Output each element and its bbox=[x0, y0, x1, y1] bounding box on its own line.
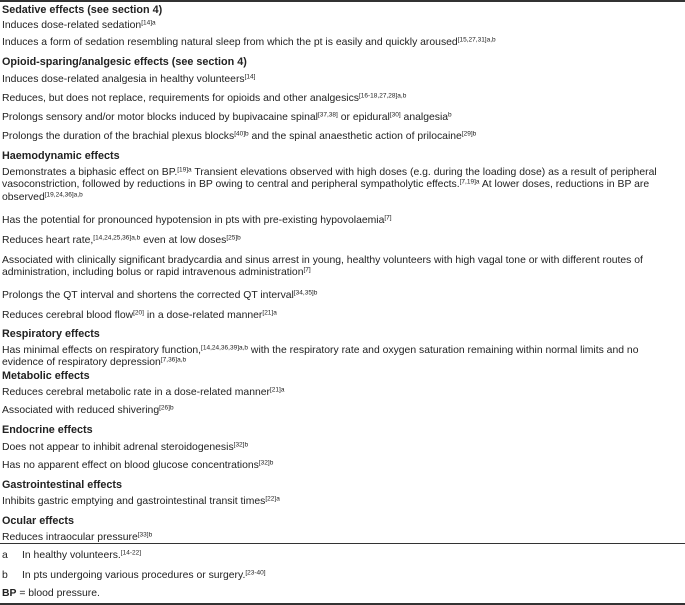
table-row bbox=[2, 235, 679, 247]
abbrev-def: = blood pressure. bbox=[16, 588, 100, 599]
footnote bbox=[2, 570, 679, 582]
table-row bbox=[2, 460, 679, 472]
citation-ref: [26]b bbox=[159, 404, 174, 412]
citation-ref: [25]b bbox=[226, 234, 241, 242]
text-run: Prolongs the duration of the brachial plexus blocks bbox=[2, 131, 235, 142]
text-run: Reduces intraocular pressure bbox=[2, 532, 138, 543]
table-row bbox=[2, 255, 679, 280]
section-heading: Metabolic effects bbox=[2, 370, 90, 382]
citation-ref: [14-22] bbox=[120, 549, 142, 557]
citation-ref: [7,19]a bbox=[459, 178, 480, 186]
bottom-rule bbox=[0, 603, 685, 605]
text-run: or epidural bbox=[337, 112, 390, 123]
text-run: Associated with reduced shivering bbox=[2, 405, 160, 416]
text-run: Induces a form of sedation resembling natural sleep from which the pt is easily and quickly aroused bbox=[2, 37, 458, 48]
table-row bbox=[2, 310, 679, 322]
text-run: In healthy volunteers. bbox=[22, 550, 121, 561]
citation-ref: [16-18,27,28]a,b bbox=[358, 92, 407, 100]
citation-ref: [20] bbox=[133, 309, 144, 317]
citation-ref: [14] bbox=[244, 73, 256, 81]
text-run: Has minimal effects on respiratory function, bbox=[2, 345, 202, 356]
citation-ref: [14]a bbox=[141, 19, 156, 27]
text-run: in a dose-related manner bbox=[143, 310, 263, 321]
table-row bbox=[2, 496, 679, 508]
citation-ref: [32]b bbox=[258, 459, 274, 467]
abbrev-term: BP bbox=[2, 588, 17, 599]
table-row bbox=[2, 442, 679, 454]
citation-ref: [23-40] bbox=[245, 569, 266, 577]
text-run: In pts undergoing various procedures or surgery. bbox=[22, 570, 246, 581]
text-run: Induces dose-related analgesia in healthy volunteers bbox=[2, 74, 245, 85]
table-row bbox=[2, 37, 679, 49]
citation-ref: [40]b bbox=[234, 130, 249, 138]
footnote-label: b bbox=[2, 570, 8, 581]
text-run: with the respiratory rate and oxygen saturation remaining within normal limits and no evidence of respiratory depression bbox=[2, 345, 639, 369]
citation-ref: [19]a bbox=[177, 166, 192, 174]
section-heading: Endocrine effects bbox=[2, 424, 93, 436]
section-heading: Sedative effects (see section 4) bbox=[2, 4, 163, 16]
section-heading: Respiratory effects bbox=[2, 328, 100, 340]
footer-rule bbox=[0, 543, 685, 544]
text-run: Inhibits gastric emptying and gastrointestinal transit times bbox=[2, 496, 266, 507]
table-row bbox=[2, 215, 679, 227]
citation-ref: [21]a bbox=[262, 309, 277, 317]
table-row bbox=[2, 131, 679, 143]
table-row bbox=[2, 93, 679, 105]
text-run: Prolongs the QT interval and shortens the corrected QT interval bbox=[2, 290, 294, 301]
table-row bbox=[2, 345, 679, 370]
table-row bbox=[2, 405, 679, 417]
citation-ref: b bbox=[448, 111, 452, 119]
text-run: Prolongs sensory and/or motor blocks induced by bupivacaine spinal bbox=[2, 112, 318, 123]
text-run: Reduces, but does not replace, requirements for opioids and other analgesics bbox=[2, 93, 359, 104]
table-row bbox=[2, 387, 679, 399]
text-run: Reduces cerebral metabolic rate in a dose-related manner bbox=[2, 387, 270, 398]
text-run: At lower doses, reductions in BP are observed bbox=[2, 179, 650, 203]
citation-ref: [7] bbox=[384, 214, 392, 222]
citation-ref: [32]b bbox=[233, 441, 249, 449]
text-run: Transient elevations observed with high doses (e.g. during the loading dose) as a result of peripheral vasoconstriction, followed by reductions in BP owing to central and peripheral sympatholytic effects. bbox=[2, 167, 657, 191]
citation-ref: [22]a bbox=[265, 495, 280, 503]
footnote bbox=[2, 550, 679, 562]
section-heading: Gastrointestinal effects bbox=[2, 479, 122, 491]
text-run: Has the potential for pronounced hypotension in pts with pre-existing hypovolaemia bbox=[2, 215, 385, 226]
abbreviation-note bbox=[2, 588, 679, 600]
citation-ref: [29]b bbox=[461, 130, 477, 138]
text-run: Demonstrates a biphasic effect on BP. bbox=[2, 167, 178, 178]
citation-ref: [37,38] bbox=[317, 111, 338, 119]
section-heading: Opioid-sparing/analgesic effects (see section 4) bbox=[2, 56, 247, 68]
table-row bbox=[2, 112, 679, 124]
table-row bbox=[2, 74, 679, 86]
text-run: analgesia bbox=[400, 112, 449, 123]
text-run: Has no apparent effect on blood glucose concentrations bbox=[2, 460, 259, 471]
table-row bbox=[2, 167, 679, 204]
citation-ref: [14,24,36,39]a,b bbox=[201, 344, 249, 352]
citation-ref: [21]a bbox=[270, 386, 285, 394]
text-run: Reduces cerebral blood flow bbox=[2, 310, 134, 321]
text-run: Reduces heart rate, bbox=[2, 235, 94, 246]
citation-ref: [19,24,36]a,b bbox=[44, 191, 83, 199]
text-run: and the spinal anaesthetic action of prilocaine bbox=[248, 131, 462, 142]
text-run: Induces dose-related sedation bbox=[2, 20, 142, 31]
footnote-label: a bbox=[2, 550, 8, 561]
text-run: even at low doses bbox=[140, 235, 227, 246]
text-run: Does not appear to inhibit adrenal steroidogenesis bbox=[2, 442, 234, 453]
citation-ref: [7] bbox=[303, 266, 311, 274]
citation-ref: [33]b bbox=[137, 531, 153, 539]
citation-ref: [7,36]a,b bbox=[160, 356, 187, 364]
citation-ref: [15,27,31]a,b bbox=[457, 36, 496, 44]
text-run: Associated with clinically significant bradycardia and sinus arrest in young, healthy volunteers with high vagal tone or with different routes of administration, including bolus or rapid intravenous administration bbox=[2, 255, 643, 279]
citation-ref: [30] bbox=[389, 111, 401, 119]
top-rule bbox=[0, 0, 685, 2]
table-row bbox=[2, 290, 679, 302]
citation-ref: [14,24,25,36]a,b bbox=[93, 234, 141, 242]
section-heading: Ocular effects bbox=[2, 515, 75, 527]
section-heading: Haemodynamic effects bbox=[2, 150, 120, 162]
table-row bbox=[2, 20, 679, 32]
citation-ref: [34,35]b bbox=[293, 289, 318, 297]
